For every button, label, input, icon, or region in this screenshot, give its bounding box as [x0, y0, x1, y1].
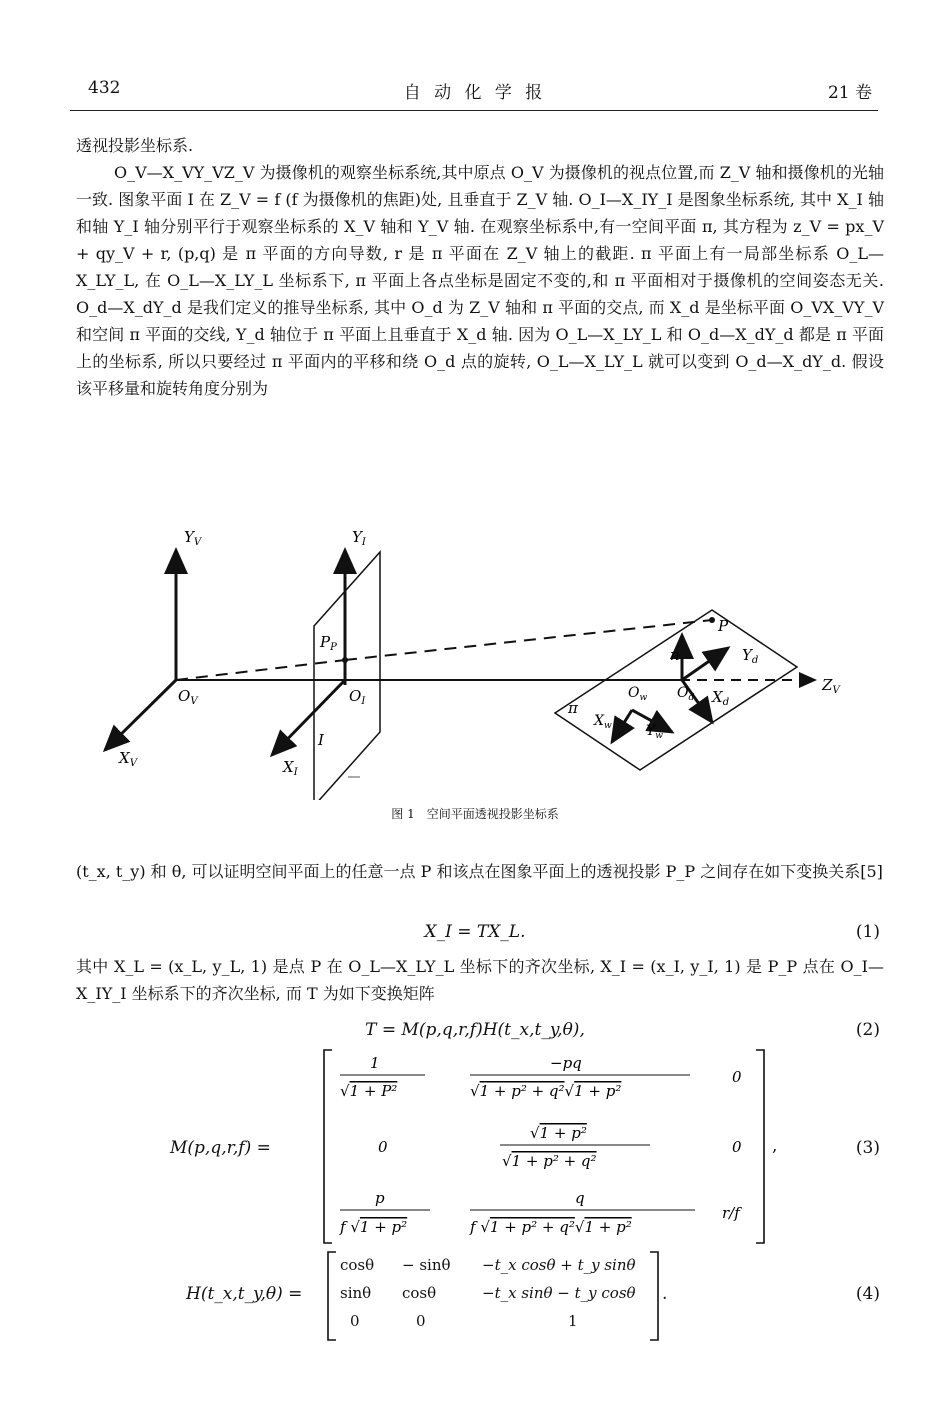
svg-text:0: 0	[378, 1138, 388, 1156]
svg-text:0: 0	[732, 1068, 742, 1086]
label-yv: $Y_V$	[184, 528, 202, 548]
h-33: 1	[568, 1312, 578, 1330]
label-xd: $X_d$	[712, 688, 730, 708]
h-11: cosθ	[340, 1256, 375, 1274]
label-yd: $Y_d$	[742, 646, 759, 666]
body-text-bottom-2: 其中 X_L = (x_L, y_L, 1) 是点 P 在 O_L—X_LY_L 坐标下的齐次坐标, X_I = (x_I, y_I, 1) 是 P_P 点在 O_I—X_IY_I 坐标系下的齐次坐标, 而 T 为如下变换矩阵	[76, 957, 884, 1003]
equation-2-label: (2)	[855, 1020, 880, 1040]
h-12: − sinθ	[402, 1256, 451, 1274]
svg-text:−pq: −pq	[550, 1054, 582, 1072]
svg-text:√1 + p² + q²: √1 + p² + q²	[502, 1152, 597, 1170]
label-od: $O_d$	[677, 685, 695, 703]
svg-text:0: 0	[732, 1138, 742, 1156]
svg-text:p: p	[375, 1189, 385, 1207]
label-pi: π	[568, 699, 578, 717]
svg-text:√1 + p²: √1 + p²	[530, 1124, 587, 1142]
label-pp: $P_P$	[320, 633, 337, 653]
body-text-bottom-1: (t_x, t_y) 和 θ, 可以证明空间平面上的任意一点 P 和该点在图象平面上的透视投影 P_P 之间存在如下变换关系[5]	[76, 862, 883, 881]
equation-2: T = M(p,q,r,f)H(t_x,t_y,θ),	[365, 1020, 585, 1040]
figure-caption: 图 1 空间平面透视投影坐标系	[391, 807, 559, 821]
equation-4-label: (4)	[855, 1284, 880, 1304]
h-23: −t_x sinθ − t_y cosθ	[482, 1284, 636, 1302]
svg-text:f √1 + p² + q²√1 + p²: f √1 + p² + q²√1 + p²	[470, 1218, 632, 1236]
label-i: I	[318, 731, 324, 749]
paragraph-2: O_V—X_VY_VZ_V 为摄像机的观察坐标系统,其中原点 O_V 为摄像机的视点位置,而 Z_V 轴和摄像机的光轴一致. 图象平面 I 在 Z_V = f (f 为摄像机的焦距)处, 且垂直于 Z_V 轴. O_I—X_IY_I 是图象坐标系统, 其中 X_I 轴和轴 Y_I 轴分别平行于观察坐标系的 X_V 轴和 Y_V 轴. 在观察坐标系中,有一空间平面 π, 其方程为 z_V = px_V + qy_V + r, (p,q) 是 π 平面的方向导数, r 是 π 平面在 Z_V 轴上的截距. π 平面上有一局部坐标系 O_L—X_LY_L, 在 O_L—X_LY_L 坐标系下, π 平面上各点坐标是固定不变的,和 π 平面相对于摄像机的空间姿态无关. O_d—X_dY_d 是我们定义的推导坐标系, 其中 O_d 为 Z_V 轴和 π 平面的交点, 而 X_d 是坐标平面 O_VX_VY_V 和空间 π 平面的交线, Y_d 轴位于 π 平面上且垂直于 X_d 轴. 因为 O_L—X_LY_L 和 O_d—X_dY_d 都是 π 平面上的坐标系, 所以只要经过 π 平面内的平移和绕 O_d 点的旋转, O_L—X_LY_L 就可以变到 O_d—X_dY_d. 假设该平移量和旋转角度分别为	[76, 163, 884, 398]
label-p: P	[718, 617, 729, 635]
equation-1-label: (1)	[855, 922, 880, 942]
svg-text:q: q	[575, 1189, 585, 1207]
label-xv: $X_V$	[119, 749, 137, 769]
svg-text:f √1 + p²: f √1 + p²	[340, 1218, 408, 1236]
label-ov: $O_V$	[178, 687, 198, 707]
journal-title: 自 动 化 学 报	[403, 83, 547, 103]
label-xi: $X_I$	[283, 758, 298, 778]
h-21: sinθ	[340, 1284, 372, 1302]
matrix-h	[340, 1256, 652, 1340]
label-zv: $Z_V$	[822, 676, 840, 696]
label-oi: $O_I$	[349, 687, 366, 707]
volume: 21 卷	[827, 83, 872, 103]
equation-3-lhs: M(p,q,r,f) =	[170, 1138, 271, 1158]
equation-3-comma: ,	[772, 1136, 778, 1156]
svg-text:r/f: r/f	[722, 1204, 740, 1222]
label-yw: $Y_w$	[646, 723, 663, 741]
h-31: 0	[350, 1312, 360, 1330]
h-32: 0	[416, 1312, 426, 1330]
svg-text:√1 + P²: √1 + P²	[340, 1082, 398, 1100]
svg-text:√1 + p² + q²√1 + p²: √1 + p² + q²√1 + p²	[470, 1082, 622, 1100]
equation-4-lhs: H(t_x,t_y,θ) =	[186, 1284, 303, 1304]
page-number: 432	[88, 78, 121, 98]
label-n: n	[670, 646, 680, 664]
label-xw: $X_w$	[594, 713, 612, 731]
equation-3-label: (3)	[855, 1138, 880, 1158]
equation-1: X_I = TX_L.	[424, 922, 526, 942]
h-13: −t_x cosθ + t_y sinθ	[482, 1256, 636, 1274]
equation-4-period: .	[662, 1284, 668, 1304]
svg-text:1: 1	[370, 1054, 380, 1072]
label-ow: $O_w$	[628, 685, 648, 703]
paragraph-1: 透视投影坐标系.	[76, 136, 194, 155]
h-22: cosθ	[402, 1284, 437, 1302]
label-yi: $Y_I$	[352, 528, 366, 548]
